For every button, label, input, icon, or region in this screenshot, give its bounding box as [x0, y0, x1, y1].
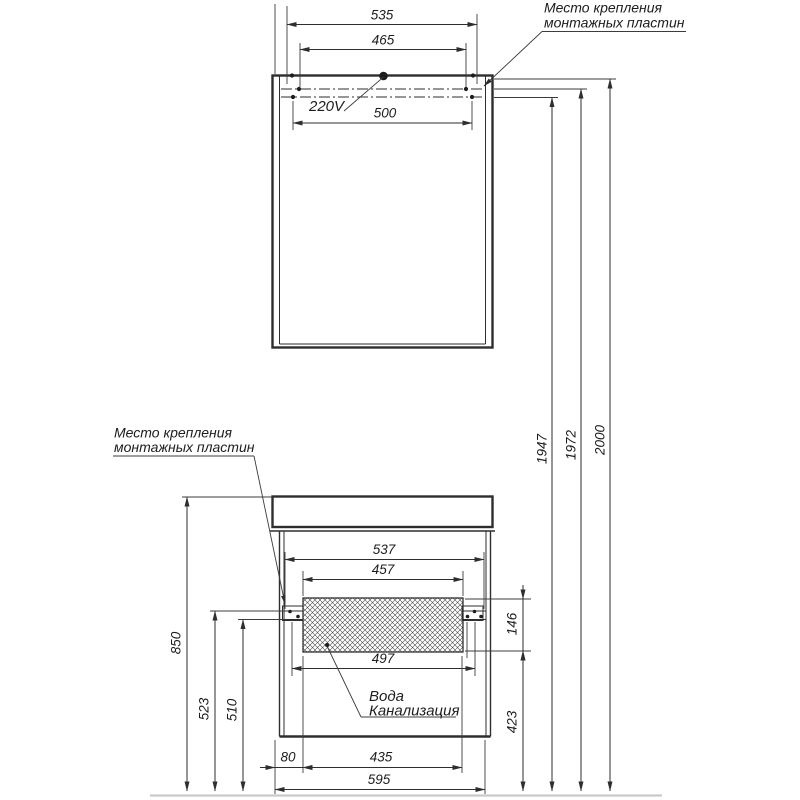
- dim-label-423: 423: [504, 710, 520, 734]
- dim-label-1972: 1972: [563, 429, 579, 461]
- dim-label-510: 510: [224, 698, 240, 722]
- leader-line: [254, 456, 285, 604]
- dim-label-523: 523: [196, 697, 212, 721]
- dim-label-80: 80: [280, 749, 296, 765]
- dim-side-offset: [260, 656, 318, 794]
- dim-label-850: 850: [168, 631, 184, 655]
- mounting-plate-left: [283, 606, 304, 621]
- mounting-dot: [290, 73, 294, 77]
- dim-label-595: 595: [367, 772, 391, 787]
- mounting-dot: [291, 95, 295, 99]
- dim-rail-upper-height: [197, 611, 285, 791]
- leader-line: [327, 646, 361, 717]
- plate-screw-dot: [296, 615, 300, 619]
- dim-label-465: 465: [371, 32, 395, 48]
- plate-screw-dot: [473, 610, 477, 614]
- dim-service-cutout-width: [303, 562, 463, 596]
- leader-line: [484, 32, 542, 87]
- dim-cutout-bottom-to-floor: [505, 651, 524, 791]
- dim-label-435: 435: [369, 749, 393, 765]
- dim-label-535: 535: [370, 7, 394, 23]
- mounting-plates-label-top: [484, 0, 686, 86]
- dim-label-500: 500: [373, 105, 397, 121]
- plate-screw-dot: [288, 610, 292, 614]
- washbasin-top: [273, 497, 493, 528]
- dim-height-holes-lower: [494, 98, 558, 792]
- mounting-dot: [470, 95, 474, 99]
- label-line2: монтажных пластин: [544, 14, 685, 31]
- label-line2: монтажных пластин: [114, 439, 255, 455]
- label-line1: Место крепления: [544, 0, 663, 16]
- utilities-line1: Вода: [369, 688, 404, 705]
- mounting-dot: [297, 87, 301, 91]
- dim-label-537: 537: [372, 542, 396, 557]
- dim-vanity-total-height: [169, 497, 273, 791]
- mounting-dot: [471, 73, 475, 77]
- leader-dot: [325, 643, 329, 647]
- dim-label-457: 457: [371, 562, 395, 577]
- plate-screw-dot: [479, 615, 483, 619]
- dim-label-2000: 2000: [592, 424, 608, 456]
- dim-label-497: 497: [371, 651, 395, 666]
- mounting-dot: [464, 87, 468, 91]
- utilities-line2: Канализация: [369, 702, 460, 720]
- power-label: 220V: [309, 98, 345, 115]
- dim-label-1947: 1947: [534, 433, 550, 465]
- dim-height-top: [494, 79, 616, 791]
- label-line1: Место крепления: [114, 424, 233, 441]
- plate-screw-dot: [466, 615, 470, 619]
- power-label-group: [308, 77, 384, 115]
- mounting-plate-right: [462, 606, 483, 621]
- dim-label-146: 146: [504, 612, 520, 636]
- mounting-plates-label-bottom: [113, 425, 285, 605]
